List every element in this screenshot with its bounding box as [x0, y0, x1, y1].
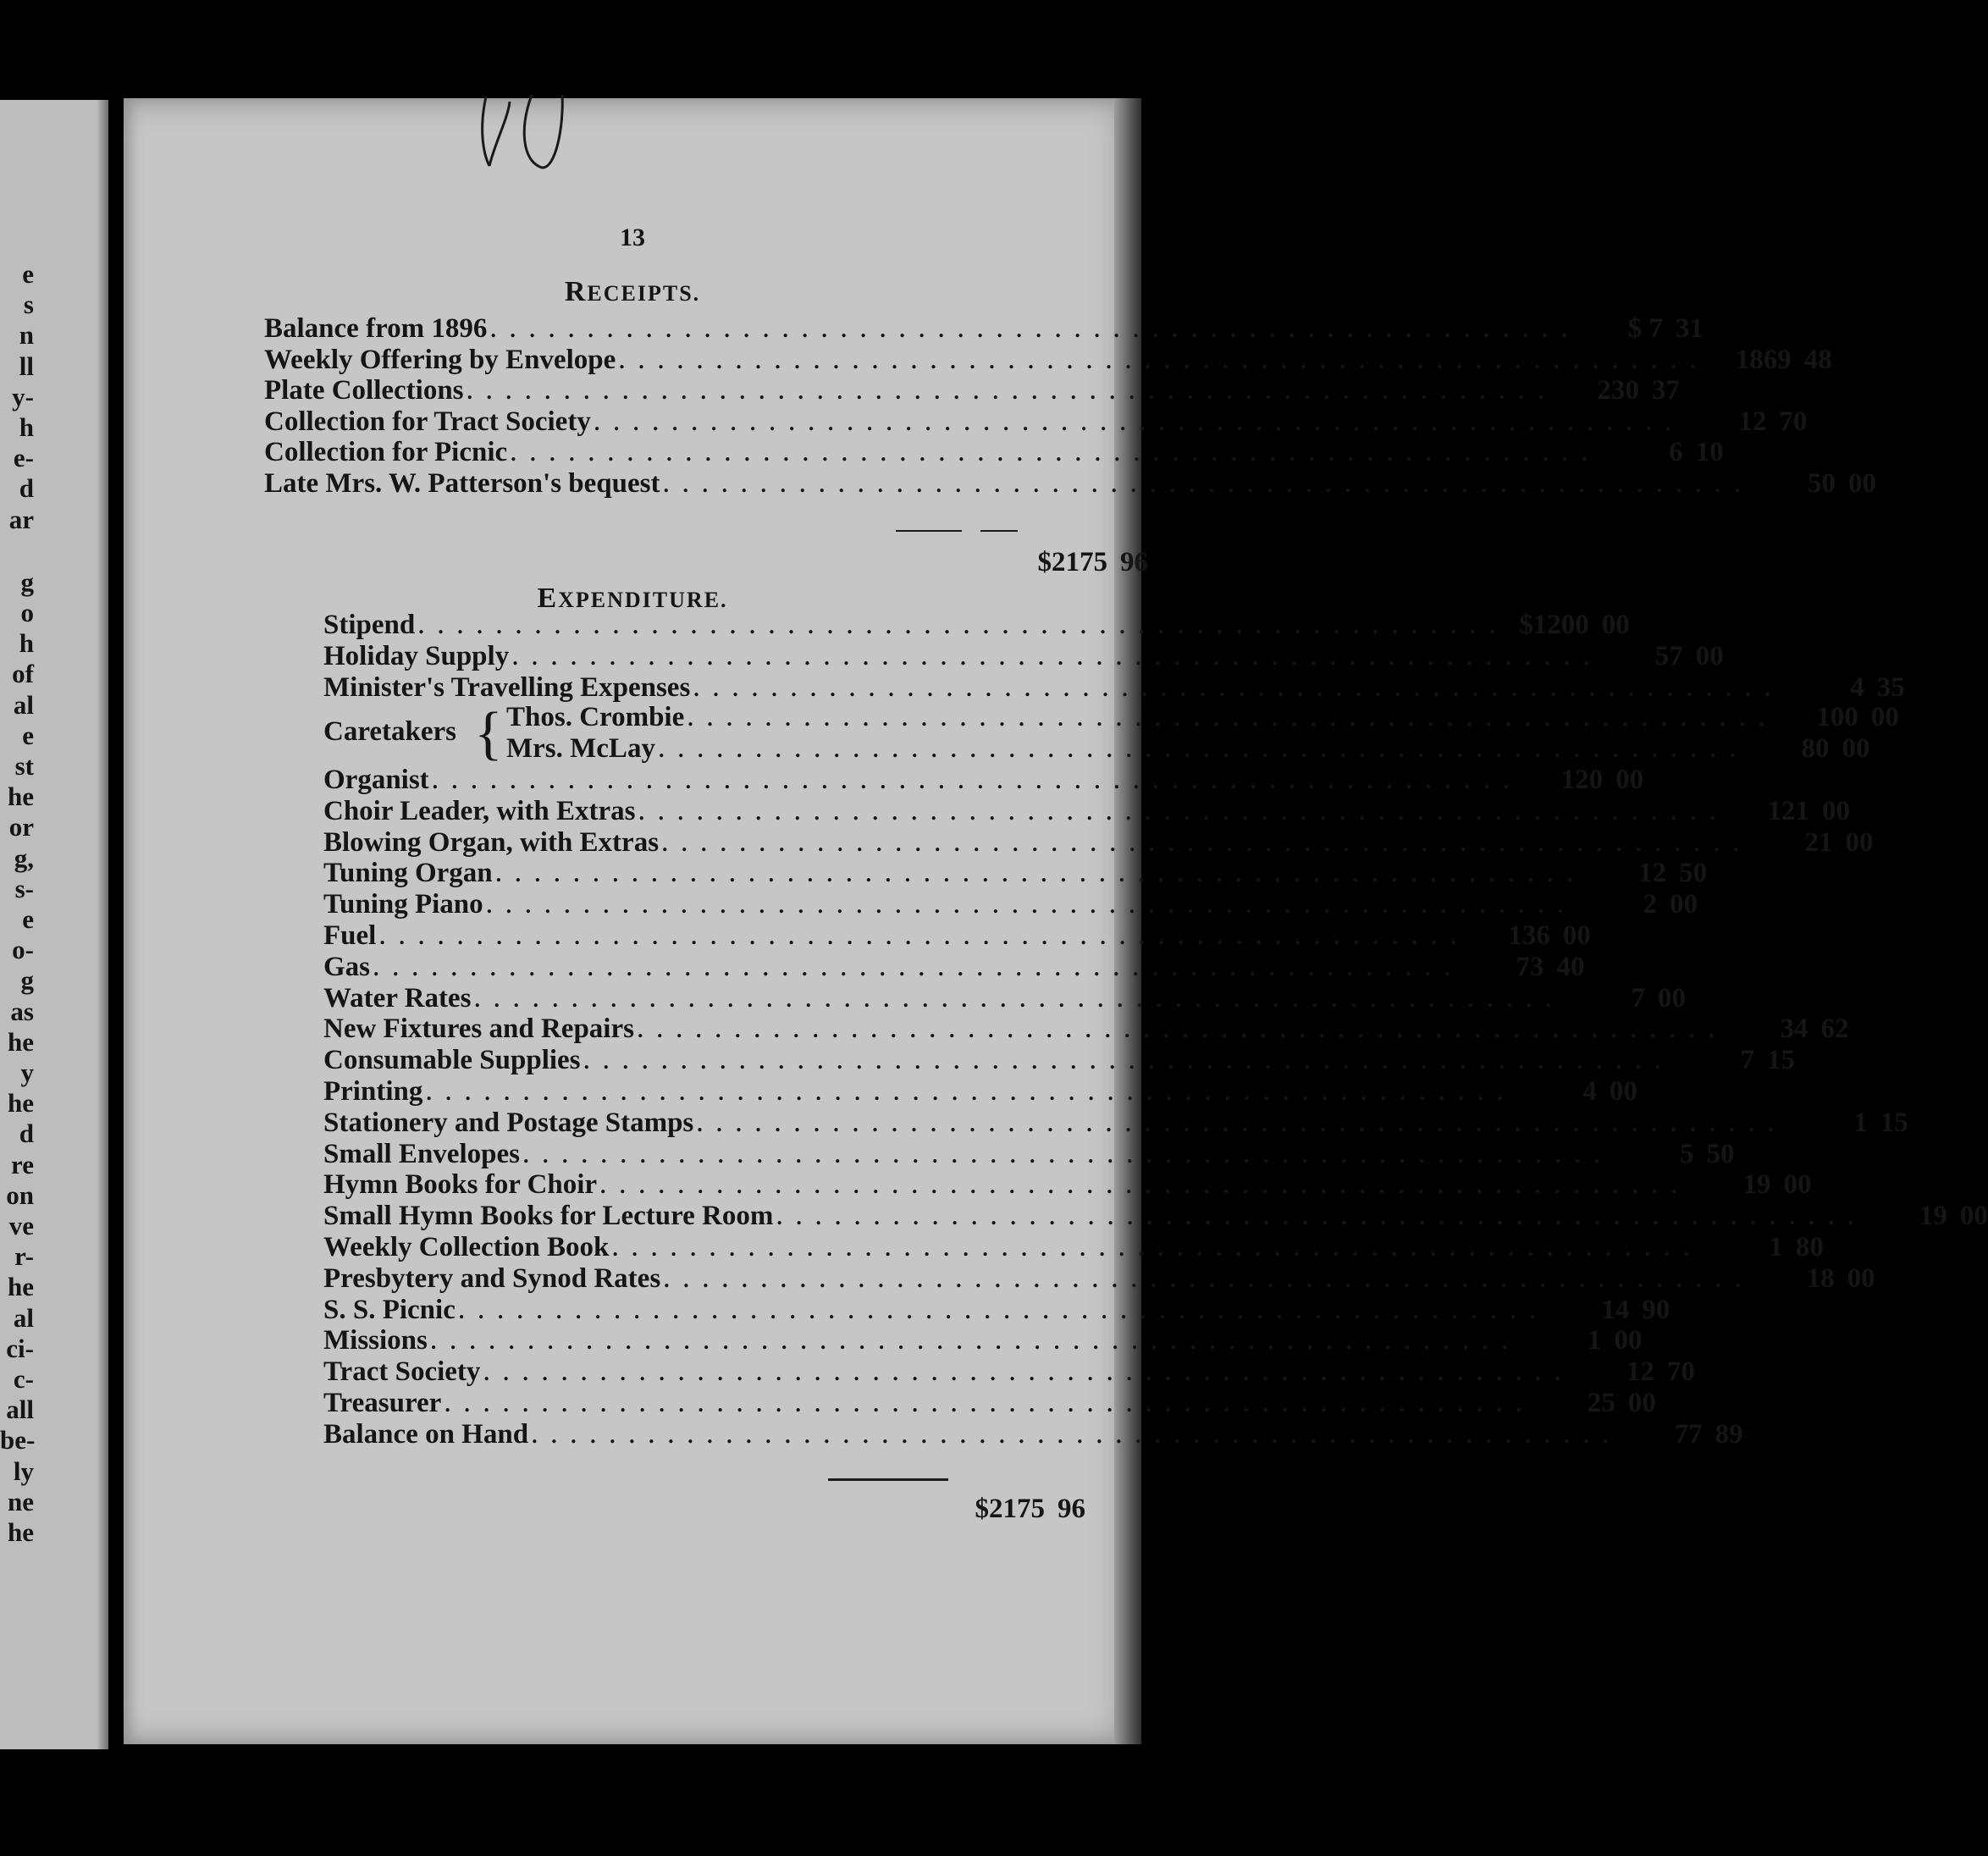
expenditure-item-label: Organist	[323, 765, 429, 795]
left-page-text-fragment: e	[22, 259, 34, 289]
expenditure-item-label: Holiday Supply	[323, 640, 510, 671]
expenditure-item-label: Stationery and Postage Stamps	[323, 1107, 694, 1138]
expenditure-item-label: Minister's Travelling Expenses	[323, 671, 691, 703]
expenditure-item-cents: 90	[1642, 1294, 1670, 1325]
row-leader: . . . . . . . . . . . . . . . . . . . . . . . . . . . . . . . . . . . . . . . . . . . . . . . . . . . . . . . .	[776, 1205, 1858, 1230]
row-leader: . . . . . . . . . . . . . . . . . . . . . . . . . . . . . . . . . . . . . . . . . . . . . . . . . . . . . . . .	[583, 1049, 1665, 1074]
expenditure-item-cents: 00	[1609, 1076, 1637, 1107]
expenditure-item-dollars: $1200	[1519, 610, 1589, 640]
expenditure-item-dollars: 73	[1516, 951, 1544, 982]
left-page-text-fragment: o	[20, 598, 34, 627]
expenditure-item-row	[323, 795, 1851, 827]
left-page-text-fragment: or	[8, 812, 34, 842]
expenditure-item-label: Missions	[323, 1325, 428, 1356]
expenditure-item-cents: 70	[1666, 1356, 1695, 1388]
left-page-text-fragment: y-	[12, 381, 34, 412]
receipts-item-row	[264, 375, 1681, 406]
expenditure-item-dollars: 5	[1679, 1138, 1694, 1169]
expenditure-item-cents: 00	[1627, 1388, 1656, 1418]
expenditure-item-row	[323, 610, 1630, 641]
left-page-text-fragment: h	[19, 628, 34, 659]
expenditure-item-row	[323, 1076, 1637, 1108]
expenditure-item-row	[323, 920, 1591, 952]
receipts-heading	[124, 276, 1141, 308]
row-leader: . . . . . . . . . . . . . . . . . . . . . . . . . . . . . . . . . . . . . . . . . . . . . . . . . . . . . . . .	[418, 614, 1499, 638]
receipts-item-row	[264, 313, 1704, 345]
row-leader: . . . . . . . . . . . . . . . . . . . . . . . . . . . . . . . . . . . . . . . . . . . . . . . . . . . . . . . .	[474, 986, 1555, 1012]
receipts-item-label: Collection for Picnic	[264, 437, 508, 467]
receipts-item-dollars: 1869	[1735, 344, 1792, 375]
expenditure-item-dollars: 77	[1674, 1418, 1703, 1450]
expenditure-item-row	[323, 1388, 1656, 1419]
left-page-text-fragment: g	[20, 965, 34, 996]
left-page-text-fragment: d	[19, 1119, 34, 1149]
pencil-scribble-mark	[471, 93, 589, 178]
expenditure-item-dollars: 2	[1643, 889, 1658, 920]
expenditure-item-label: Consumable Supplies	[323, 1045, 581, 1076]
row-leader: . . . . . . . . . . . . . . . . . . . . . . . . . . . . . . . . . . . . . . . . . . . . . . . . . . . . . . . .	[445, 1392, 1526, 1417]
receipts-total-row	[877, 547, 1148, 578]
receipts-item-row	[264, 406, 1808, 438]
expenditure-item-dollars: 1	[1587, 1325, 1602, 1356]
expenditure-heading-rest: XPENDITURE.	[558, 588, 728, 612]
expenditure-item-cents: 00	[1845, 826, 1874, 858]
receipts-item-dollars: 6	[1669, 437, 1683, 467]
expenditure-item-cents: 80	[1795, 1232, 1824, 1262]
row-leader: . . . . . . . . . . . . . . . . . . . . . . . . . . . . . . . . . . . . . . . . . . . . . . . . . . . . . . . .	[379, 925, 1461, 949]
expenditure-item-label: New Fixtures and Repairs	[323, 1014, 634, 1045]
left-page-text-fragment: ci-	[6, 1333, 34, 1363]
row-leader: . . . . . . . . . . . . . . . . . . . . . . . . . . . . . . . . . . . . . . . . . . . . . . . . . . . . . . . .	[638, 799, 1720, 825]
expenditure-item-row	[323, 1014, 1849, 1045]
left-page-text-fragment: he	[8, 1026, 34, 1057]
row-leader: . . . . . . . . . . . . . . . . . . . . . . . . . . . . . . . . . . . . . . . . . . . . . . . . . . . . . . . .	[458, 1298, 1540, 1323]
expenditure-item-label: Treasurer	[323, 1388, 442, 1418]
left-page-text-fragment: y	[20, 1058, 34, 1087]
row-leader: . . . . . . . . . . . . . . . . . . . . . . . . . . . . . . . . . . . . . . . . . . . . . . . . . . . . . . . .	[664, 1267, 1745, 1292]
row-leader: . . . . . . . . . . . . . . . . . . . . . . . . . . . . . . . . . . . . . . . . . . . . . . . . . . . . . . . .	[600, 1174, 1682, 1199]
row-leader: . . . . . . . . . . . . . . . . . . . . . . . . . . . . . . . . . . . . . . . . . . . . . . . . . . . . . . . .	[426, 1080, 1507, 1105]
expenditure-item-cents: 15	[1880, 1107, 1908, 1138]
expenditure-total-rule	[828, 1478, 948, 1481]
left-page-text-fragment: all	[6, 1395, 34, 1425]
receipts-total-rule-dollars	[896, 530, 962, 532]
row-leader: . . . . . . . . . . . . . . . . . . . . . . . . . . . . . . . . . . . . . . . . . . . . . . . . . . . . . . . .	[490, 318, 1571, 342]
expenditure-item-cents: 00	[1615, 765, 1644, 795]
expenditure-item-cents: 00	[1847, 1262, 1875, 1294]
expenditure-item-dollars: 14	[1601, 1294, 1630, 1325]
left-page-text-fragment: al	[13, 1302, 34, 1333]
row-leader: . . . . . . . . . . . . . . . . . . . . . . . . . . . . . . . . . . . . . . . . . . . . . . . . . . . . . . . .	[612, 1236, 1693, 1261]
left-page-text-fragment: st	[14, 751, 34, 781]
expenditure-item-row	[323, 982, 1686, 1014]
row-leader: . . . . . . . . . . . . . . . . . . . . . . . . . . . . . . . . . . . . . . . . . . . . . . . . . . . . . . . .	[467, 379, 1549, 404]
expenditure-item-row	[323, 951, 1585, 983]
receipts-item-cents: 00	[1847, 467, 1876, 499]
expenditure-item-cents: 00	[1670, 889, 1698, 920]
expenditure-item-row	[323, 1169, 1812, 1201]
receipts-item-row	[264, 344, 1832, 376]
left-page-text-fragment: e	[22, 720, 34, 750]
left-page-text-fragment: ly	[13, 1456, 34, 1486]
left-page-text-fragment: as	[10, 996, 34, 1026]
expenditure-total-dollars: $2175	[975, 1494, 1045, 1524]
left-page-text-fragment: ve	[8, 1211, 34, 1240]
receipts-item-label: Plate Collections	[264, 375, 464, 406]
expenditure-item-cents: 62	[1820, 1014, 1849, 1045]
row-leader: . . . . . . . . . . . . . . . . . . . . . . . . . . . . . . . . . . . . . . . . . . . . . . . . . . . . . . . .	[532, 1422, 1613, 1448]
left-page-text-fragment: d	[19, 473, 34, 504]
expenditure-item-row	[323, 1325, 1643, 1356]
receipts-heading-initial: R	[564, 276, 588, 307]
expenditure-total-cents: 96	[1058, 1494, 1085, 1524]
receipts-item-cents: 48	[1803, 344, 1832, 375]
expenditure-item-label: Hymn Books for Choir	[323, 1169, 598, 1201]
expenditure-item-row	[323, 889, 1698, 920]
expenditure-item-dollars: 57	[1654, 640, 1683, 671]
left-page-text-fragment: s	[23, 290, 34, 320]
expenditure-item-row	[323, 1232, 1824, 1263]
expenditure-item-dollars: 12	[1638, 858, 1667, 889]
row-leader: . . . . . . . . . . . . . . . . . . . . . . . . . . . . . . . . . . . . . . . . . . . . . . . . . . . . . . . .	[495, 862, 1577, 887]
receipts-heading-rest: ECEIPTS.	[587, 281, 701, 306]
row-leader: . . . . . . . . . . . . . . . . . . . . . . . . . . . . . . . . . . . . . . . . . . . . . . . . . . . . . . . .	[697, 1111, 1778, 1136]
caretaker-item-label: Thos. Crombie	[506, 702, 685, 732]
page-edge-shadow	[97, 100, 108, 1749]
receipts-item-dollars: $ 7	[1627, 313, 1663, 344]
left-page-text-fragment: he	[8, 1517, 34, 1547]
caretaker-item-row	[506, 702, 1899, 733]
expenditure-item-row	[323, 858, 1708, 889]
expenditure-item-dollars: 136	[1508, 920, 1550, 951]
receipts-total-cents: 96	[1120, 547, 1148, 577]
left-page-text-fragment: of	[12, 659, 34, 689]
expenditure-item-label: Tract Society	[323, 1356, 481, 1388]
left-page-text-fragment: ll	[19, 351, 34, 381]
row-leader: . . . . . . . . . . . . . . . . . . . . . . . . . . . . . . . . . . . . . . . . . . . . . . . . . . . . . . . .	[688, 706, 1769, 731]
expenditure-item-row	[323, 826, 1874, 859]
expenditure-item-dollars: 12	[1626, 1356, 1654, 1388]
left-page-fragment	[0, 100, 108, 1749]
page	[124, 98, 1988, 1744]
left-page-text-fragment: ne	[8, 1486, 34, 1516]
caretaker-item-label: Mrs. McLay	[506, 732, 655, 764]
receipts-item-cents: 70	[1779, 406, 1808, 437]
row-leader: . . . . . . . . . . . . . . . . . . . . . . . . . . . . . . . . . . . . . . . . . . . . . . . . . . . . . . . .	[662, 831, 1743, 856]
left-page-text-fragment: e-	[13, 443, 34, 473]
left-page-text-fragment: ar	[8, 504, 34, 534]
receipts-item-row	[264, 437, 1724, 468]
expenditure-item-dollars: 21	[1804, 826, 1833, 858]
expenditure-item-label: Small Envelopes	[323, 1138, 520, 1169]
row-leader: . . . . . . . . . . . . . . . . . . . . . . . . . . . . . . . . . . . . . . . . . . . . . . . . . . . . . . . .	[658, 737, 1740, 762]
caretaker-item-dollars: 80	[1801, 732, 1830, 764]
left-page-text-fragment: g	[20, 566, 34, 597]
row-leader: . . . . . . . . . . . . . . . . . . . . . . . . . . . . . . . . . . . . . . . . . . . . . . . . . . . . . . . .	[594, 410, 1676, 435]
expenditure-item-cents: 35	[1876, 671, 1905, 703]
receipts-item-label: Weekly Offering by Envelope	[264, 344, 616, 375]
expenditure-item-label: Small Hymn Books for Lecture Room	[323, 1201, 774, 1232]
page-number: 13	[620, 224, 645, 251]
expenditure-item-dollars: 34	[1780, 1014, 1809, 1045]
left-page-text-fragment: n	[19, 320, 34, 351]
expenditure-item-dollars: 121	[1767, 795, 1810, 826]
expenditure-item-label: Presbytery and Synod Rates	[323, 1262, 661, 1294]
expenditure-item-label: Blowing Organ, with Extras	[323, 826, 660, 858]
left-page-text-fragment: he	[8, 1088, 34, 1119]
row-leader: . . . . . . . . . . . . . . . . . . . . . . . . . . . . . . . . . . . . . . . . . . . . . . . . . . . . . . . .	[432, 769, 1514, 793]
receipts-item-label: Late Mrs. W. Patterson's bequest	[264, 467, 660, 499]
expenditure-item-label: Gas	[323, 951, 371, 982]
caretaker-item-cents: 00	[1842, 732, 1870, 764]
left-page-text-fragment: r-	[14, 1241, 34, 1272]
row-leader: . . . . . . . . . . . . . . . . . . . . . . . . . . . . . . . . . . . . . . . . . . . . . . . . . . . . . . . .	[373, 955, 1455, 980]
expenditure-item-label: Weekly Collection Book	[323, 1232, 610, 1262]
expenditure-item-cents: 00	[1783, 1169, 1812, 1201]
receipts-item-dollars: 230	[1597, 375, 1640, 406]
receipts-item-label: Collection for Tract Society	[264, 406, 591, 437]
expenditure-item-label: Stipend	[323, 610, 416, 640]
receipts-item-row	[264, 467, 1876, 500]
expenditure-item-row	[323, 1107, 1908, 1139]
left-page-text-fragment: al	[13, 689, 34, 720]
expenditure-item-label: Fuel	[323, 920, 377, 951]
expenditure-item-label: Tuning Piano	[323, 889, 483, 920]
receipts-item-dollars: 50	[1807, 467, 1836, 499]
expenditure-item-cents: 00	[1959, 1201, 1988, 1232]
row-leader: . . . . . . . . . . . . . . . . . . . . . . . . . . . . . . . . . . . . . . . . . . . . . . . . . . . . . . . .	[511, 441, 1592, 466]
row-leader: . . . . . . . . . . . . . . . . . . . . . . . . . . . . . . . . . . . . . . . . . . . . . . . . . . . . . . . .	[619, 348, 1700, 373]
receipts-item-cents: 37	[1652, 375, 1681, 406]
left-page-text-fragment: be-	[0, 1425, 36, 1456]
caretakers-label: Caretakers	[323, 716, 457, 747]
expenditure-item-cents: 00	[1695, 640, 1724, 671]
expenditure-item-row	[323, 1356, 1695, 1388]
receipts-total-rule-cents	[980, 530, 1018, 532]
expenditure-item-dollars: 7	[1631, 982, 1645, 1014]
left-page-text-fragment: on	[6, 1179, 34, 1210]
expenditure-item-dollars: 18	[1806, 1262, 1835, 1294]
left-page-text-fragment: o-	[12, 935, 34, 965]
row-leader: . . . . . . . . . . . . . . . . . . . . . . . . . . . . . . . . . . . . . . . . . . . . . . . . . . . . . . . .	[483, 1361, 1565, 1386]
caretaker-item-row	[506, 732, 1870, 765]
expenditure-item-cents: 89	[1715, 1418, 1743, 1450]
expenditure-item-cents: 00	[1562, 920, 1591, 951]
row-leader: . . . . . . . . . . . . . . . . . . . . . . . . . . . . . . . . . . . . . . . . . . . . . . . . . . . . . . . .	[512, 644, 1593, 670]
left-page-text-fragment: he	[8, 1272, 34, 1302]
expenditure-item-row	[323, 1201, 1988, 1232]
expenditure-item-row	[323, 640, 1724, 672]
expenditure-item-cents: 50	[1679, 858, 1708, 889]
expenditure-item-row	[323, 1138, 1735, 1170]
expenditure-item-label: Tuning Organ	[323, 858, 493, 889]
row-leader: . . . . . . . . . . . . . . . . . . . . . . . . . . . . . . . . . . . . . . . . . . . . . . . . . . . . . . . .	[486, 893, 1568, 919]
expenditure-total-row	[815, 1494, 1085, 1525]
expenditure-item-cents: 00	[1657, 982, 1686, 1014]
receipts-item-cents: 31	[1675, 313, 1704, 344]
expenditure-item-label: S. S. Picnic	[323, 1294, 456, 1325]
receipts-item-cents: 10	[1695, 437, 1724, 467]
receipts-item-dollars: 12	[1738, 406, 1767, 437]
left-page-text-fragment: h	[19, 412, 34, 442]
expenditure-item-label: Printing	[323, 1076, 423, 1107]
row-leader: . . . . . . . . . . . . . . . . . . . . . . . . . . . . . . . . . . . . . . . . . . . . . . . . . . . . . . . .	[637, 1018, 1719, 1043]
expenditure-item-label: Water Rates	[323, 982, 472, 1014]
caretaker-item-cents: 00	[1870, 702, 1899, 732]
expenditure-item-cents: 00	[1601, 610, 1630, 640]
expenditure-item-cents: 50	[1706, 1138, 1735, 1169]
caretaker-item-dollars: 100	[1816, 702, 1858, 732]
expenditure-item-row	[323, 765, 1644, 796]
expenditure-item-dollars: 1	[1853, 1107, 1868, 1138]
left-page-text-fragment: he	[8, 782, 34, 812]
row-leader: . . . . . . . . . . . . . . . . . . . . . . . . . . . . . . . . . . . . . . . . . . . . . . . . . . . . . . . .	[522, 1142, 1604, 1168]
row-leader: . . . . . . . . . . . . . . . . . . . . . . . . . . . . . . . . . . . . . . . . . . . . . . . . . . . . . . . .	[430, 1329, 1512, 1355]
expenditure-item-dollars: 4	[1582, 1076, 1597, 1107]
receipts-item-label: Balance from 1896	[264, 313, 488, 344]
expenditure-item-dollars: 4	[1850, 671, 1864, 703]
expenditure-item-cents: 00	[1614, 1325, 1643, 1356]
left-page-text-fragment: re	[11, 1149, 34, 1179]
expenditure-item-dollars: 7	[1740, 1045, 1755, 1076]
left-page-text-fragment: s-	[14, 873, 34, 903]
expenditure-heading-initial: E	[537, 583, 559, 614]
expenditure-item-cents: 15	[1767, 1045, 1796, 1076]
expenditure-item-dollars: 120	[1560, 765, 1604, 795]
expenditure-item-cents: 40	[1556, 951, 1585, 982]
receipts-total-dollars: $2175	[1037, 547, 1107, 577]
expenditure-item-cents: 00	[1822, 795, 1851, 826]
expenditure-item-dollars: 25	[1587, 1388, 1615, 1418]
expenditure-item-row	[323, 1294, 1670, 1326]
row-leader: . . . . . . . . . . . . . . . . . . . . . . . . . . . . . . . . . . . . . . . . . . . . . . . . . . . . . . . .	[693, 676, 1775, 701]
expenditure-item-dollars: 1	[1769, 1232, 1783, 1262]
expenditure-item-dollars: 19	[1919, 1201, 1947, 1232]
caretakers-brace: {	[474, 701, 503, 766]
expenditure-item-label: Choir Leader, with Extras	[323, 795, 636, 826]
expenditure-item-row	[323, 1045, 1796, 1076]
left-page-text-fragment: e	[22, 904, 34, 934]
left-page-text-fragment: g,	[14, 842, 34, 873]
left-page-text-fragment: c-	[13, 1364, 34, 1394]
expenditure-item-row	[323, 1262, 1875, 1295]
expenditure-item-dollars: 19	[1742, 1169, 1771, 1201]
row-leader: . . . . . . . . . . . . . . . . . . . . . . . . . . . . . . . . . . . . . . . . . . . . . . . . . . . . . . . .	[663, 472, 1744, 497]
expenditure-item-label: Balance on Hand	[323, 1418, 529, 1450]
expenditure-item-row	[323, 1418, 1743, 1450]
expenditure-item-row	[323, 671, 1905, 704]
